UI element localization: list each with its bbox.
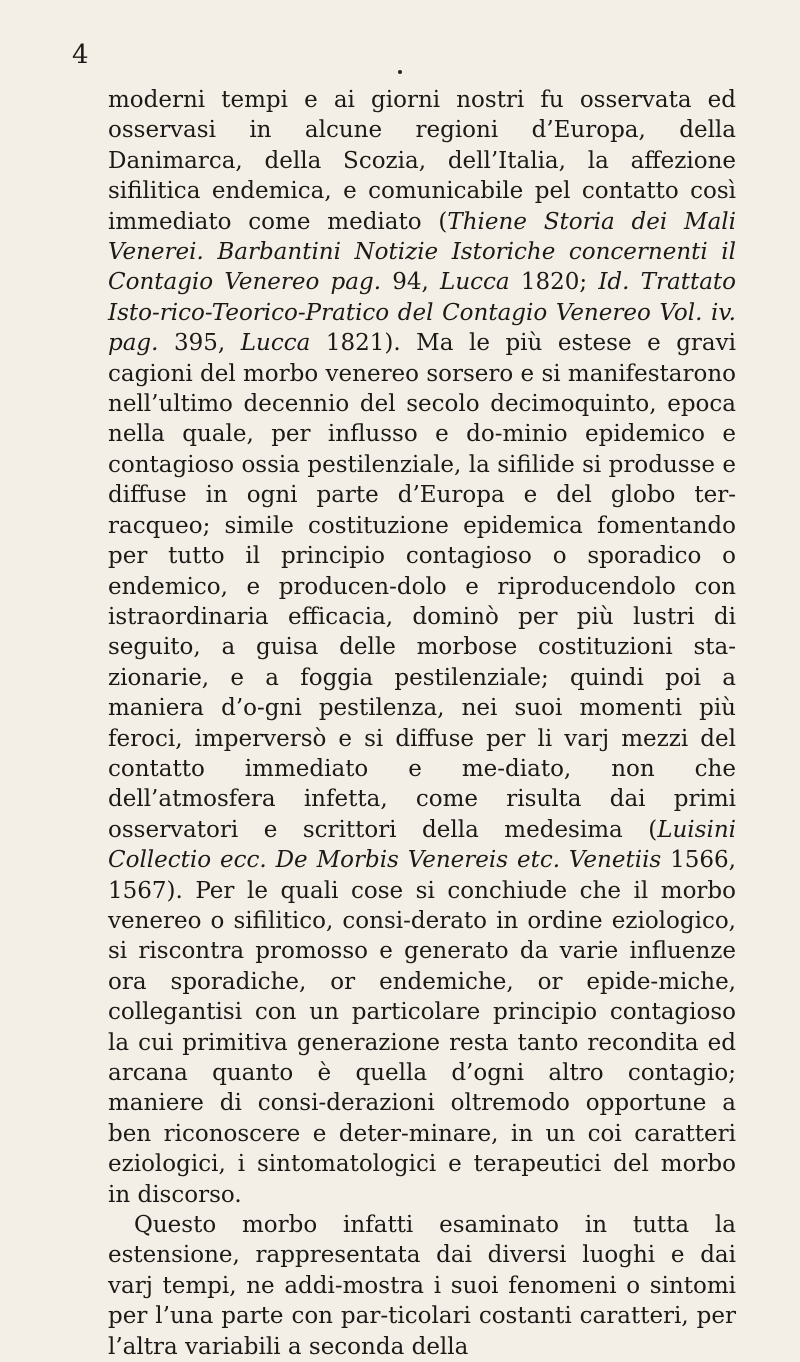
text-segment: 94, <box>381 269 441 296</box>
citation-italic: Id. Trattato Isto-rico-Teorico-Pratico del Contagio Venereo Vol. iv. pag. <box>108 269 736 357</box>
text-segment: 395, <box>158 330 241 357</box>
printer-mark <box>398 70 402 74</box>
text-segment: 1821). Ma le più estese e gravi cagioni del morbo venereo sorsero e si manifestarono nell’ultimo decennio del secolo decimoquinto, epoca nella quale, per influsso e do-minio epidemico e contagioso ossia pestilenziale, la sifilide si produsse e diffuse in ogni parte d’Europa e del globo ter-racqueo; simile costituzione epidemica fomentando per tutto il principio contagioso o sporadico o endemico, e producen-dolo e riproducendolo con istraordinaria efficacia, dominò per più lustri di seguito, a guisa delle morbose costituzioni sta-zionarie, e a foggia pestilenziale; quindi poi a maniera d’o-gni pestilenza, nei suoi momenti più feroci, imperversò e si diffuse per li varj mezzi del contatto immediato e me-diato, non che dell’atmosfera infetta, come risulta dai primi osservatori e scrittori della medesima ( <box>108 330 737 843</box>
paragraph-1 <box>108 85 736 1210</box>
citation-italic: Lucca <box>240 330 311 357</box>
paragraph-2 <box>108 1210 736 1362</box>
citation-italic: Luisini Collectio ecc. De Morbis Venereis etc. Venetiis <box>108 816 736 874</box>
citation-italic: Lucca <box>440 269 510 296</box>
citation-italic: Thiene Storia dei Mali Venerei. Barbantini Notizie Istoriche concernenti il Contagio Venereo pag. <box>108 208 736 296</box>
text-segment: moderni tempi e ai giorni nostri fu osservata ed osservasi in alcune regioni d’Europa, della Danimarca, della Scozia, dell’Italia, la affezione sifilitica endemica, e comunicabile pel contatto così immediato come mediato ( <box>108 87 736 235</box>
body-text <box>108 85 736 1362</box>
text-segment: Questo morbo infatti esaminato in tutta la estensione, rappresentata dai diversi luoghi e dai varj tempi, ne addi-mostra i suoi fenomeni o sintomi per l’una parte con par-ticolari costanti caratteri, per l’altra variabili a seconda della <box>108 1212 736 1360</box>
text-segment: 1566, 1567). Per le quali cose si conchiude che il morbo venereo o sifilitico, consi-derato in ordine eziologico, si riscontra promosso e generato da varie influenze ora sporadiche, or endemiche, or epide-miche, collegantisi con un particolare principio contagioso la cui primitiva generazione resta tanto recondita ed arcana quanto è quella d’ogni altro contagio; maniere di consi-derazioni oltremodo opportune a ben riconoscere e deter-minare, in un coi caratteri eziologici, i sintomatologici e terapeutici del morbo in discorso. <box>108 847 736 1208</box>
text-segment: 1820; <box>509 269 599 296</box>
page-number: 4 <box>72 40 89 70</box>
